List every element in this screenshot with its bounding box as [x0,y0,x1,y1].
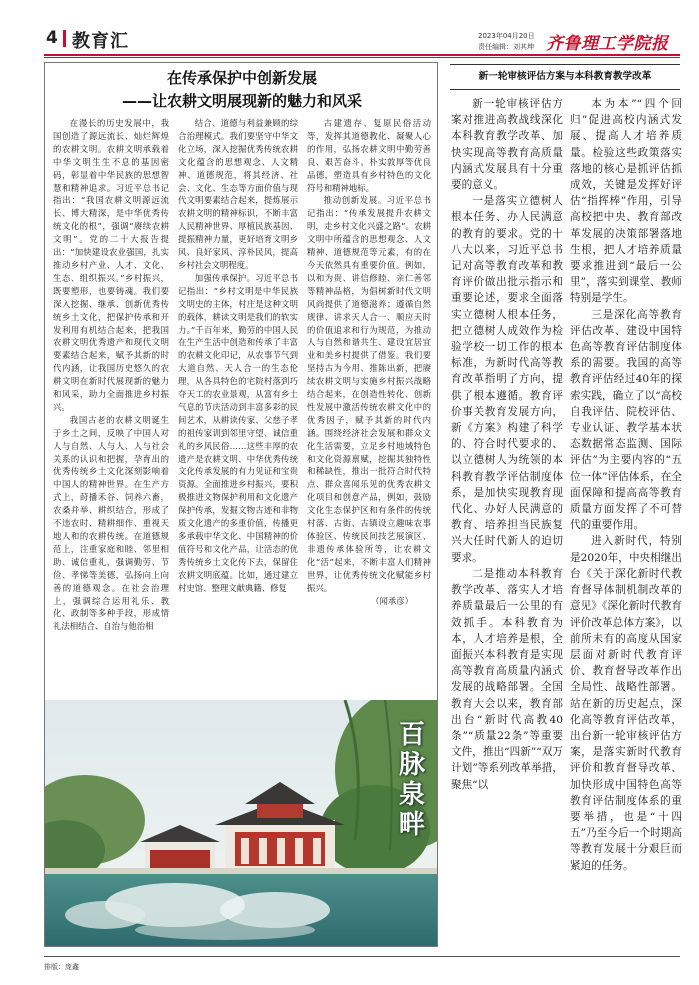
sidebar-column-2 [570,96,682,946]
page-number: 4 [46,28,58,48]
paragraph: 新一轮审核评估方案对推进高教战线深化本科教育教学改革、加快实现高等教育高质量内涵式发展具有十分重要的意义。 [451,98,563,192]
sidebar-headline: 新一轮审核评估方案与本科教育教学改革 [478,71,652,82]
header-rule [44,54,680,56]
article-photo [45,700,437,946]
sidebar-rule-top [450,64,680,65]
photo-caption: 百脉泉畔 [398,720,425,840]
issue-date: 2023年04月20日 [478,32,535,40]
paragraph: 在漫长的历史发展中，我国创造了源远流长、灿烂辉煌的农耕文明。农耕文明承载着中华文明生生不息的基因密码，彰显着中华民族的思想智慧和精神追求。习近平总书记指出：“我国农耕文明源远流长、博大精深，是中华优秀传统文化的根”，强调“赓续农耕文明”。党的二十大报告提出：“加快建设农业强国，扎实推动乡村产业、人才、文化、生态、组织振兴。”乡村振兴，既要塑形，也要铸魂。我们要深入挖掘、继承、创新优秀传统乡土文化，把保护传承和开发利用有机结合起来，把我国农耕文明优秀遗产和现代文明要素结合起来，赋予其新的时代内涵，让我国历史悠久的农耕文明在新时代展现新的魅力和风采，助力全面推进乡村振兴。 [53,118,169,412]
article-subheadline: ——让农耕文明展现新的魅力和风采 [121,92,362,110]
sidebar-column-1 [451,96,563,946]
section-divider [63,30,66,47]
header-rule-thin [44,57,680,58]
main-article [44,62,438,947]
layout-credit: 排版：庞鑫 [44,963,79,971]
paragraph: 古建遗存、复原民俗活动等，发挥其道德教化、凝聚人心的作用，弘扬农耕文明中勤劳善良、艰苦奋斗、朴实敦厚等优良品德，塑造具有乡村特色的文化符号和精神地标。 [307,118,431,193]
section-title: 教育汇 [72,31,129,52]
paragraph: 进入新时代，特别是2020年，中央相继出台《关于深化新时代教育督导体制机制改革的意见》《深化新时代教育评价改革总体方案》，以前所未有的高度从国家层面对新时代教育评价、教育督导改革作出全局性、战略性部署。站在新的历史起点，深化高等教育评估改革，出台新一轮审核评估方案，是落实新时代教育评价和教育督导改革、加快形成中国特色高等教育评估制度体系的重要举措，也是“十四五”乃至今后一个时期高等教育发展十分艰巨而紧迫的任务。 [570,535,682,872]
article-column-3 [307,117,431,721]
article-headline: 在传承保护中创新发展 [166,69,317,87]
paragraph: 加强传承保护。习近平总书记指出：“乡村文明是中华民族文明史的主体，村庄是这种文明的载体，耕读文明是我们的软实力。”千百年来，勤劳的中国人民在生产生活中创造和传承了丰富的农耕文化印记，从农事节气到大道自然、天人合一的生态伦理，从各具特色的宅院村落到巧夺天工的农业景观，从富有乡土气息的节庆活动到丰富多彩的民间艺术，从耕读传家、父慈子孝的祖传家训到邻里守望、诚信重礼的乡风民俗……这些丰厚的农遗产是农耕文明、中华优秀传统文化传承发展的有力见证和宝贵资源。全面推进乡村振兴，要积极推进文物保护利用和文化遗产保护传承，发掘文物古迹和非物质文化遗产的多重价值，传播更多承载中华文化、中国精神的价值符号和文化产品，让活态的优秀传统乡土文化传下去，保留住农耕文明底蕴。比如，通过建立村史馆、整理文献典籍、修复 [178,272,298,593]
editor-credit: 责任编辑：刘其坤 [478,43,534,51]
paragraph: 本为本”“四个回归”促进高校内涵式发展、提高人才培养质量。检验这些政策落实落地的核心是抓评估抓成效，关键是发挥好评估“指挥棒”作用，引导高校把中央、教育部改革发展的决策部署落地生根，把人才培养质量要求推进到“最后一公里”，落实到课堂、教师特别是学生。 [570,98,682,305]
page-header [0,0,699,62]
article-column-2 [178,117,298,721]
paragraph: 推动创新发展。习近平总书记指出：“传承发展提升农耕文明，走乡村文化兴盛之路”。农耕文明中所蕴含的思想观念、人文精神、道德规范等元素，有的在今天依然具有重要价值。例如，以和为贵、讲信修睦、亲仁善邻等精神品格，为倡树新时代文明风尚提供了道德滋养；遵循自然规律、讲求天人合一、顺应天时的价值追求和行为规范，为推动人与自然和谐共生、建设宜居宜业和美乡村提供了借鉴。我们要坚持古为今用、推陈出新，把赓续农耕文明与实施乡村振兴战略结合起来，在创造性转化、创新性发展中激活传统农耕文化中的优秀因子，赋予其新的时代内涵。围绕经济社会发展和群众文化生活需要，立足乡村地域特色和文化资源禀赋，挖掘其独特性和稀缺性，推出一批符合时代特点、群众喜闻乐见的优秀农耕文化项目和创意产品，例如，鼓励文化生态保护区和有条件的传统村落、古街、古镇设立趣味农事体验区、传统民间技艺展演区、非遗传承体验所等，让农耕文化“活”起来，不断丰富人们精神世界，让优秀传统文化赋能乡村振兴。 [307,195,431,593]
article-column-1 [53,117,169,721]
newspaper-masthead: 齐鲁理工学院报 [546,34,669,54]
issue-meta [478,31,535,53]
paragraph: 我国古老的农耕文明诞生于乡土之间，反映了中国人对人与自然、人与人、人与社会关系的认识和把握，孕育出的优秀传统乡土文化深刻影响着中国人的精神世界。在生产方式上，莳播禾谷、饲养六畜，农桑并举、耕织结合，形成了不违农时、精耕细作、重视天地人和的农耕传统。在道德规范上，注重家庭和睦、邻里相助、诚信重礼，强调勤劳、节俭、孝悌等美德，弘扬向上向善的道德观念。在社会治理上，强调综合运用礼乐、教化、政制等多种手段，形成情礼法相结合、自治与他治相 [53,414,169,632]
footer-rule [44,956,680,957]
spring-landscape-illustration [45,700,437,946]
paragraph: 结合、道德与利益兼顾的综合治理模式。我们要坚守中华文化立场，深入挖掘优秀传统农耕文化蕴含的思想观念、人文精神、道德规范，将其经济、社会、文化、生态等方面价值与现代文明要素结合起来，提炼展示农耕文明的精神标识，不断丰富人民精神世界、厚植民族基因、提振精神力量，更好培育文明乡风、良好家风、淳朴民风，提高乡村社会文明程度。 [178,118,298,270]
article-byline: （闻承彦） [371,595,413,606]
sidebar-rule-bottom [450,89,680,90]
paragraph: 一是落实立德树人根本任务、办人民满意的教育的要求。党的十八大以来，习近平总书记对高等教育改革和教育评价做出批示指示和重要论述，要求全面落实立德树人根本任务，把立德树人成效作为检验学校一切工作的根本标准，为新时代高等教育改革指明了方向，提供了根本遵循。教育评价事关教育发展方向，新《方案》构建了科学的、符合时代要求的、以立德树人为统领的本科教育教学评估制度体系，是加快实现教育现代化、办好人民满意的教育、培养担当民族复兴大任时代新人的迫切要求。 [451,195,563,564]
paragraph: 三是深化高等教育评估改革、建设中国特色高等教育评估制度体系的需要。我国的高等教育评估经过40年的探索实践，确立了以“高校自我评估、院校评估、专业认证、教学基本状态数据常态监测、国际评估”为主要内容的“五位一体”评估体系，在全面保障和提高高等教育质量方面发挥了不可替代的重要作用。 [570,308,682,532]
paragraph: 二是推动本科教育教学改革、落实人才培养质量最后一公里的有效抓手。本科教育为本，人才培养是根，全面振兴本科教育是实现高等教育高质量内涵式发展的战略部署。全国教育大会以来，教育部出台“新时代高教40条”“质量22条”等重要文件，推出“四新”“双万计划”等系列改革举措，聚焦“以 [451,567,563,791]
